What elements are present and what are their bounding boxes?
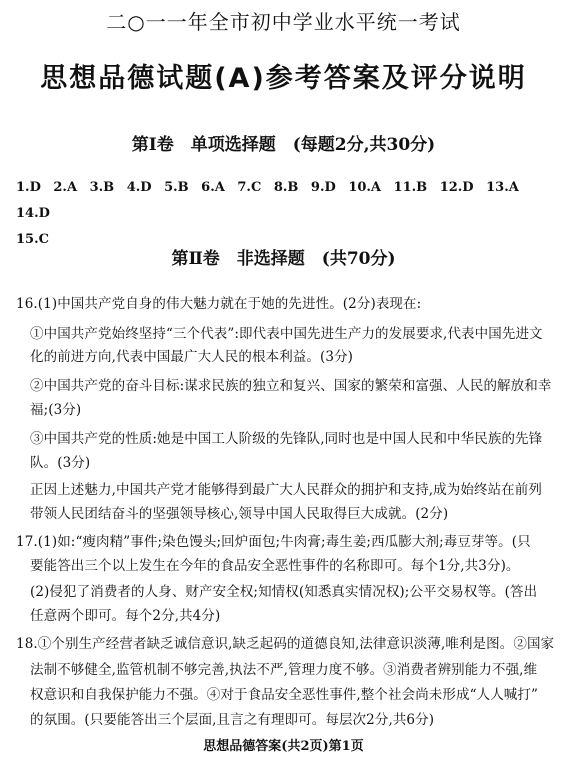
q17-line: 17.(1)如:“瘦肉精”事件;染色馒头;回炉面包;牛肉膏;毒生姜;西瓜膨大剂;毒豆芽等。(只 xyxy=(16,534,531,550)
answer-item: 9.D xyxy=(310,180,336,195)
exam-title: 二○一一年全市初中学业水平统一考试 xyxy=(106,10,461,34)
answer-item: 2.A xyxy=(53,180,78,195)
answer-item: 4.D xyxy=(126,180,152,195)
answer-key-list xyxy=(16,175,556,253)
answer-item: 14.D xyxy=(16,206,50,221)
q16-line: 正因上述魅力,中国共产党才能够得到最广大人民群众的拥护和支持,成为始终站在前列 xyxy=(30,482,542,498)
q18-line: 的氛围。(只要能答出三个层面,且言之有理即可。每层次2分,共6分) xyxy=(30,712,435,728)
answer-item: 7.C xyxy=(237,180,262,195)
section1-heading: 第Ⅰ卷 单项选择题 (每题2分,共30分) xyxy=(131,135,436,155)
answer-item: 6.A xyxy=(201,180,225,195)
q16-line: 化的前进方向,代表中国最广大人民的根本利益。(3分) xyxy=(30,349,354,365)
q16-line: 福;(3分) xyxy=(30,402,82,418)
answer-item: 15.C xyxy=(16,232,49,247)
answer-item: 11.B xyxy=(393,180,428,195)
q16-line: 16.(1)中国共产党自身的伟大魅力就在于她的先进性。(2分)表现在: xyxy=(16,296,422,312)
answer-item: 10.A xyxy=(348,180,382,195)
document-title: 思想品德试题(A)参考答案及评分说明 xyxy=(40,63,527,94)
q17-line: (2)侵犯了消费者的人身、财产安全权;知情权(知悉真实情况权);公平交易权等。(答出 xyxy=(30,584,538,600)
q16-line: 队。(3分) xyxy=(30,455,91,471)
section2-heading: 第Ⅱ卷 非选择题 (共70分) xyxy=(171,249,396,269)
answer-item: 5.B xyxy=(164,180,189,195)
q17-line: 要能答出三个以上发生在今年的食品安全恶性事件的名称即可。每个1分,共3分)。 xyxy=(30,558,520,574)
q16-line: 带领人民团结奋斗的坚强领导核心,领导中国人民取得巨大成就。(2分) xyxy=(30,506,449,522)
answer-item: 13.A xyxy=(486,180,519,195)
answer-item: 12.D xyxy=(439,180,474,195)
answer-item: 1.D xyxy=(16,180,41,195)
answer-item: 3.B xyxy=(89,180,115,195)
answer-item: 8.B xyxy=(273,180,299,195)
q16-line: ②中国共产党的奋斗目标:谋求民族的独立和复兴、国家的繁荣和富强、人民的解放和幸 xyxy=(30,378,552,394)
q18-line: 法制不够健全,监管机制不够完善,执法不严,管理力度不够。③消费者辨别能力不强,维 xyxy=(30,662,538,678)
q16-line: ③中国共产党的性质:她是中国工人阶级的先锋队,同时也是中国人民和中华民族的先锋 xyxy=(30,431,543,447)
q18-line: 权意识和自我保护能力不强。④对于食品安全恶性事件,整个社会尚未形成“人人喊打” xyxy=(30,687,538,703)
q17-line: 任意两个即可。每个2分,共4分) xyxy=(30,608,221,624)
page-footer: 思想品德答案(共2页)第1页 xyxy=(203,739,364,754)
q18-line: 18.①个别生产经营者缺乏诚信意识,缺乏起码的道德良知,法律意识淡薄,唯利是图。②国家 xyxy=(16,636,555,652)
q16-line: ①中国共产党始终坚持“三个代表”:即代表中国先进生产力的发展要求,代表中国先进文 xyxy=(30,326,543,342)
